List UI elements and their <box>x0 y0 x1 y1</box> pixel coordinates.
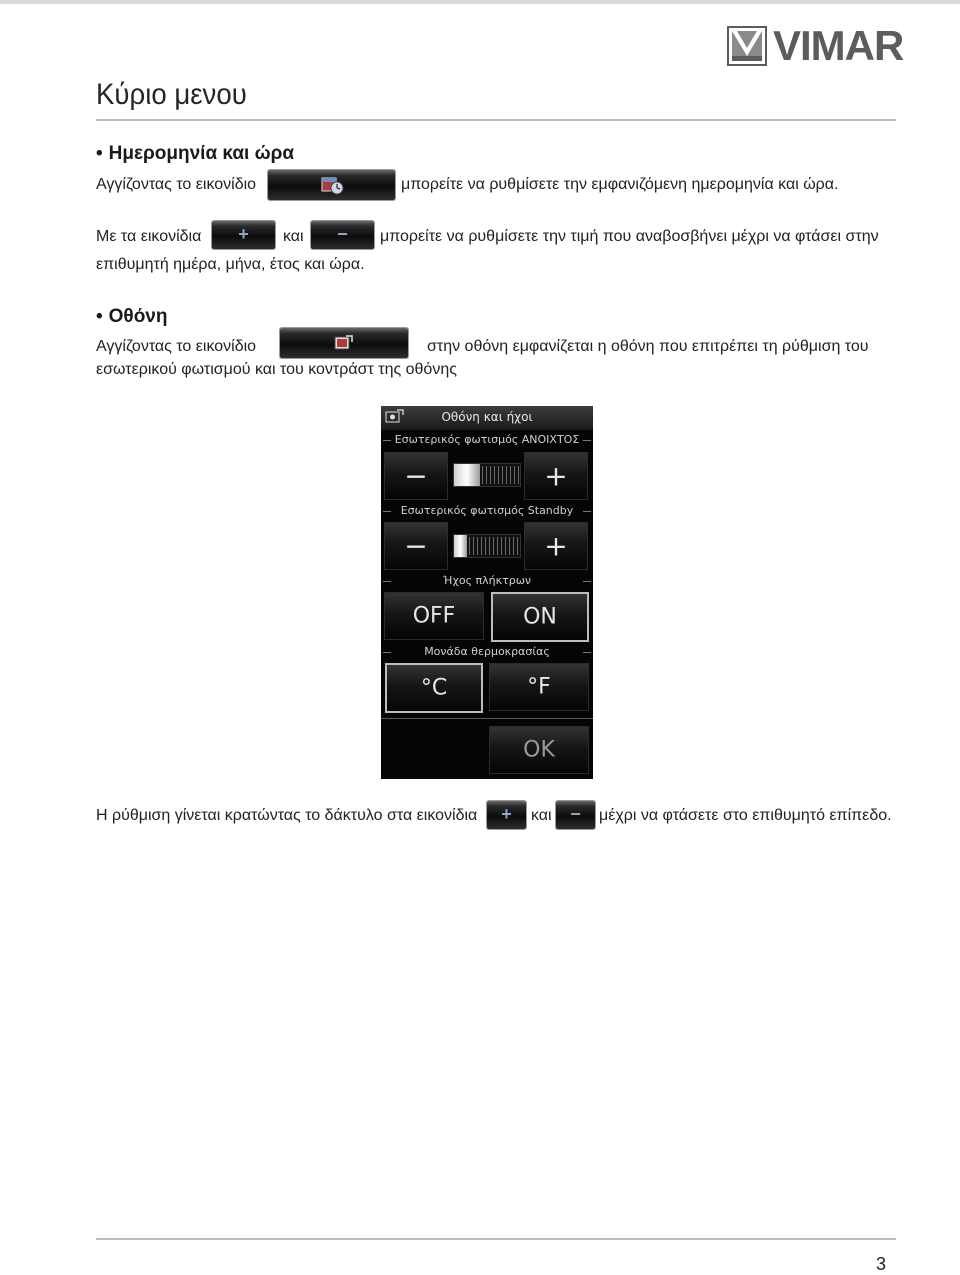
note-before: Η ρύθμιση γίνεται κρατώντας το δάκτυλο στα εικονίδια <box>96 807 478 824</box>
date-line2-before: Με τα εικονίδια <box>96 228 202 245</box>
minus-icon: − <box>570 804 581 825</box>
backlight-standby-label: Εσωτερικός φωτισμός Standby <box>381 504 593 518</box>
plus-icon: + <box>238 224 249 245</box>
backlight-standby-level-ticks <box>469 537 519 555</box>
backlight-on-label: Εσωτερικός φωτισμός ΑΝΟΙΧΤΟΣ <box>381 433 593 447</box>
screen-line2: εσωτερικού φωτισμού και του κοντράστ της οθόνης <box>96 361 457 378</box>
plus-button-image <box>212 221 275 249</box>
bullet-icon: • <box>96 306 103 327</box>
celsius-button[interactable]: °C <box>385 663 483 713</box>
fahrenheit-button[interactable]: °F <box>489 663 589 711</box>
temperature-unit-label: Μονάδα θερμοκρασίας <box>381 645 593 659</box>
screen-settings-button-image <box>280 328 408 358</box>
backlight-on-level-bar[interactable] <box>453 463 521 487</box>
page-number: 3 <box>876 1254 887 1274</box>
key-sound-label: Ήχος πλήκτρων <box>381 574 593 588</box>
note-after: μέχρι να φτάσετε στο επιθυμητό επίπεδο. <box>599 807 892 824</box>
section-heading-screen: • Οθόνη <box>96 306 168 327</box>
backlight-on-plus-button[interactable]: + <box>524 452 588 500</box>
screen-settings-icon <box>334 334 354 352</box>
date-line3: επιθυμητή ημέρα, μήνα, έτος και ώρα. <box>96 256 365 273</box>
vimar-logo <box>727 22 904 69</box>
minus-button-image <box>311 221 374 249</box>
display-sounds-screenshot <box>381 406 593 779</box>
backlight-on-level-fill <box>454 464 480 486</box>
note-middle: και <box>531 807 552 824</box>
date-line1-after: μπορείτε να ρυθμίσετε την εμφανιζόμενη ημερομηνία και ώρα. <box>401 176 839 193</box>
date-time-button-image <box>268 170 395 200</box>
bullet-icon: • <box>96 143 103 164</box>
header-divider <box>96 119 896 121</box>
date-line1-before: Αγγίζοντας το εικονίδιο <box>96 176 257 193</box>
minus-button-image <box>556 801 595 829</box>
calendar-clock-icon <box>319 174 345 196</box>
minus-icon: − <box>337 224 348 245</box>
backlight-standby-level-bar[interactable] <box>453 534 521 558</box>
date-line2-after: μπορείτε να ρυθμίσετε την τιμή που αναβοσβήνει μέχρι να φτάσει στην <box>380 228 879 245</box>
key-sound-on-button[interactable]: ON <box>491 592 589 642</box>
section-heading-date-time: • Ημερομηνία και ώρα <box>96 143 295 164</box>
screenshot-header <box>381 406 593 430</box>
top-border <box>0 0 960 4</box>
screen-line1-after: στην οθόνη εμφανίζεται η οθόνη που επιτρέπει τη ρύθμιση του <box>427 338 869 355</box>
ok-button[interactable]: OK <box>489 726 589 774</box>
plus-icon: + <box>501 804 512 825</box>
plus-button-image <box>487 801 526 829</box>
screenshot-divider <box>381 718 593 719</box>
vimar-logo-icon <box>727 26 767 66</box>
backlight-standby-minus-button[interactable]: − <box>384 522 448 570</box>
screenshot-title: Οθόνη και ήχοι <box>441 410 533 424</box>
backlight-on-level-ticks <box>482 466 519 484</box>
backlight-standby-level-fill <box>454 535 467 557</box>
page-title: Κύριο μενου <box>96 78 247 111</box>
date-line2-middle: και <box>283 228 304 245</box>
backlight-on-minus-button[interactable]: − <box>384 452 448 500</box>
brand-name: VIMAR <box>773 22 904 69</box>
backlight-standby-plus-button[interactable]: + <box>524 522 588 570</box>
screen-line1-before: Αγγίζοντας το εικονίδιο <box>96 338 257 355</box>
footer-divider <box>96 1238 896 1240</box>
key-sound-off-button[interactable]: OFF <box>384 592 484 640</box>
